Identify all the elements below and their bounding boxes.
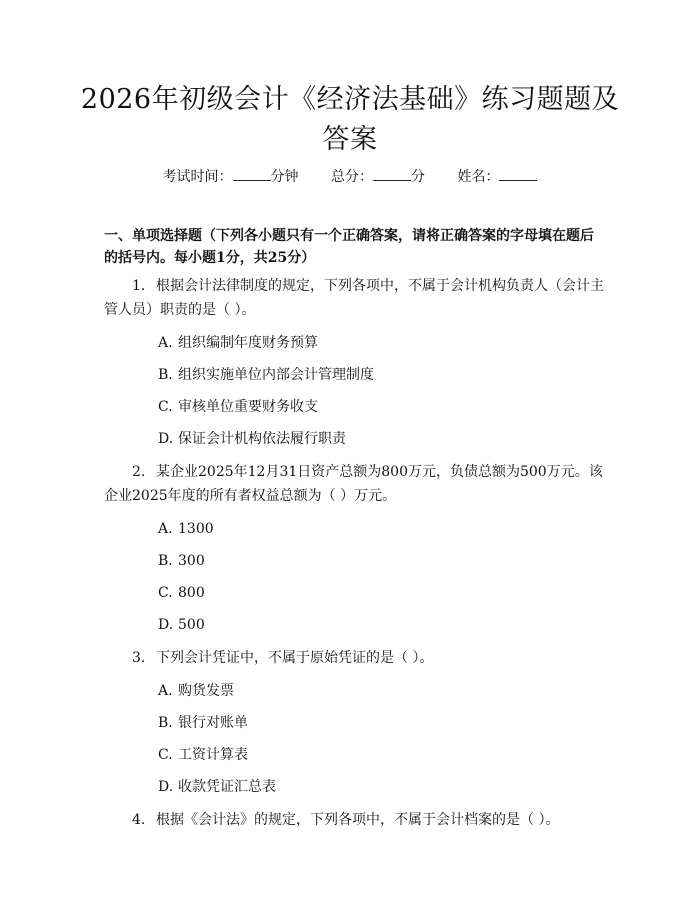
question-1 bbox=[104, 274, 604, 460]
question-stem bbox=[104, 808, 604, 832]
option-letter: C. bbox=[158, 747, 173, 763]
score-unit: 分 bbox=[411, 169, 425, 185]
option-b bbox=[158, 364, 604, 396]
option-text: 500 bbox=[178, 617, 205, 633]
name-blank bbox=[499, 166, 537, 181]
option-d bbox=[158, 614, 604, 646]
question-stem bbox=[104, 460, 604, 508]
score-label: 总分： bbox=[331, 169, 373, 185]
question-number: 3. bbox=[132, 650, 146, 666]
section-heading: 一、单项选择题（下列各小题只有一个正确答案，请将正确答案的字母填在题后的括号内。每小题1分，共25分） bbox=[104, 228, 594, 266]
name-field bbox=[457, 169, 537, 185]
option-letter: D. bbox=[158, 779, 174, 795]
score-blank bbox=[373, 166, 411, 181]
option-letter: B. bbox=[158, 553, 173, 569]
option-d bbox=[158, 428, 604, 460]
option-letter: C. bbox=[158, 399, 173, 415]
question-number: 1. bbox=[132, 278, 146, 294]
option-a bbox=[158, 680, 604, 712]
question-2 bbox=[104, 460, 604, 646]
option-a bbox=[158, 518, 604, 550]
option-text: 保证会计机构依法履行职责 bbox=[178, 431, 346, 447]
option-letter: D. bbox=[158, 431, 174, 447]
question-4 bbox=[104, 808, 604, 832]
option-letter: A. bbox=[158, 683, 173, 699]
question-text: 某企业2025年12月31日资产总额为800万元，负债总额为500万元。该企业2025年度的所有者权益总额为（ ）万元。 bbox=[104, 464, 603, 504]
option-text: 收款凭证汇总表 bbox=[178, 779, 276, 795]
question-text: 下列会计凭证中，不属于原始凭证的是（ ）。 bbox=[156, 650, 434, 666]
question-stem bbox=[104, 274, 604, 322]
exam-time-unit: 分钟 bbox=[270, 169, 299, 185]
option-d bbox=[158, 776, 604, 808]
option-text: 审核单位重要财务收支 bbox=[178, 399, 318, 415]
option-a bbox=[158, 332, 604, 364]
option-letter: C. bbox=[158, 585, 173, 601]
question-text: 根据会计法律制度的规定，下列各项中，不属于会计机构负责人（会计主管人员）职责的是（ ）。 bbox=[104, 278, 604, 318]
option-letter: D. bbox=[158, 617, 174, 633]
question-number: 4. bbox=[132, 812, 146, 828]
question-stem bbox=[104, 646, 604, 670]
option-letter: A. bbox=[158, 335, 173, 351]
exam-time-blank bbox=[233, 166, 271, 181]
option-text: 800 bbox=[178, 585, 205, 601]
option-c bbox=[158, 396, 604, 428]
question-list bbox=[104, 274, 604, 842]
option-c bbox=[158, 582, 604, 614]
option-text: 银行对账单 bbox=[178, 715, 248, 731]
option-letter: B. bbox=[158, 367, 173, 383]
option-text: 组织编制年度财务预算 bbox=[178, 335, 318, 351]
option-text: 工资计算表 bbox=[178, 747, 248, 763]
option-letter: B. bbox=[158, 715, 173, 731]
question-text: 根据《会计法》的规定，下列各项中，不属于会计档案的是（ ）。 bbox=[156, 812, 560, 828]
name-label: 姓名： bbox=[457, 169, 500, 185]
option-c bbox=[158, 744, 604, 776]
exam-info-line bbox=[100, 166, 600, 188]
document-title: 2026年初级会计《经济法基础》练习题题及答案 bbox=[80, 84, 620, 155]
option-text: 300 bbox=[178, 553, 205, 569]
option-text: 购货发票 bbox=[178, 683, 234, 699]
option-b bbox=[158, 712, 604, 744]
option-text: 1300 bbox=[178, 521, 214, 537]
score-field bbox=[331, 169, 425, 185]
option-text: 组织实施单位内部会计管理制度 bbox=[178, 367, 374, 383]
option-b bbox=[158, 550, 604, 582]
exam-time-label: 考试时间： bbox=[162, 169, 233, 185]
question-3 bbox=[104, 646, 604, 808]
question-number: 2. bbox=[132, 464, 146, 480]
option-letter: A. bbox=[158, 521, 173, 537]
exam-time-field bbox=[163, 169, 299, 185]
